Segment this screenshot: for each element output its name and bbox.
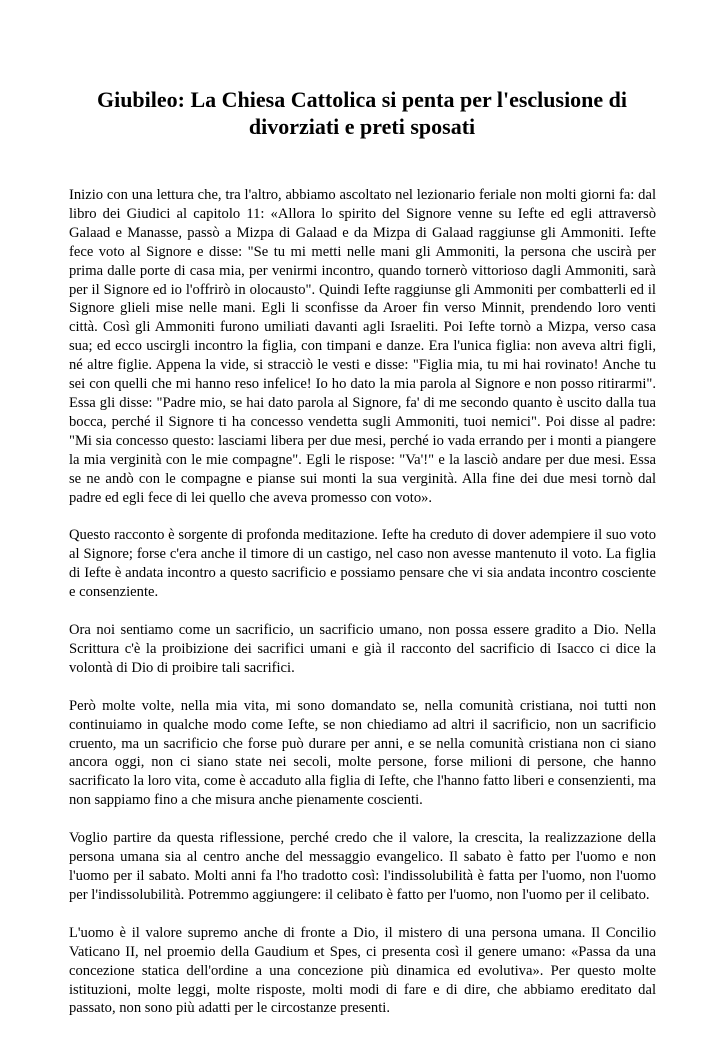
article-body xyxy=(69,186,656,1037)
paragraph-1: Inizio con una lettura che, tra l'altro, abbiamo ascoltato nel lezionario feriale non molti giorni fa: dal libro dei Giudici al capitolo 11: «Allora lo spirito del Signore venne su Iefte ed egli attraversò Galaad e Manasse, passò a Mizpa di Galaad e da Mizpa di Galaad raggiunse gli Ammoniti. Iefte fece voto al Signore e disse: "Se tu mi metti nelle mani gli Ammoniti, la persona che uscirà per prima dalle porte di casa mia, per venirmi incontro, quando tornerò vittorioso dagli Ammoniti, sarà per il Signore ed io l'offrirò in olocausto". Quindi Iefte raggiunse gli Ammoniti per combatterli ed il Signore glieli mise nelle mani. Egli li sconfisse da Aroer fin verso Minnit, prendendo loro venti città. Così gli Ammoniti furono umiliati davanti agli Israeliti. Poi Iefte tornò a Mizpa, verso casa sua; ed ecco uscirgli incontro la figlia, con timpani e danze. Era l'unica figlia: non aveva altri figli, né altre figlie. Appena la vide, si stracciò le vesti e disse: "Figlia mia, tu mi hai rovinato! Anche tu sei con quelli che mi hanno reso infelice! Io ho dato la mia parola al Signore e non posso ritirarmi". Essa gli disse: "Padre mio, se hai dato parola al Signore, fa' di me secondo quanto è uscito dalla tua bocca, perché il Signore ti ha concesso vendetta sugli Ammoniti, tuoi nemici". Poi disse al padre: "Mi sia concesso questo: lasciami libera per due mesi, perché io vada errando per i monti a piangere la mia verginità con le mie compagne". Egli le rispose: "Va'!" e la lasciò andare per due mesi. Essa se ne andò con le compagne e pianse sui monti la sua verginità. Alla fine dei due mesi tornò dal padre ed egli fece di lei quello che aveva promesso con voto». xyxy=(69,187,656,506)
page-title: Giubileo: La Chiesa Cattolica si penta per l'esclusione di divorziati e preti sposati xyxy=(96,87,628,139)
paragraph-5: Voglio partire da questa riflessione, perché credo che il valore, la crescita, la realizzazione della persona umana sia al centro anche del messaggio evangelico. Il sabato è fatto per l'uomo e non l'uomo per il sabato. Molti anni fa l'ho tradotto così: l'indissolubilità è fatta per l'uomo, non l'uomo per l'indissolubilità. Potremmo aggiungere: il celibato è fatto per l'uomo, non l'uomo per il celibato. xyxy=(69,830,656,903)
paragraph-6: L'uomo è il valore supremo anche di fronte a Dio, il mistero di una persona umana. Il Concilio Vaticano II, nel proemio della Gaudium et Spes, ci presenta così il genere umano: «Passa da una concezione statica dell'ordine a una concezione più dinamica ed evolutiva». Per questo molte istituzioni, molte leggi, molte risposte, molti modi di fare e di dire, che abbiamo ereditato dal passato, non sono più adatti per le circostanze presenti. xyxy=(69,924,656,1017)
paragraph-3: Ora noi sentiamo come un sacrificio, un sacrificio umano, non possa essere gradito a Dio. Nella Scrittura c'è la proibizione dei sacrifici umani e già il racconto del sacrificio di Isacco ci dice la volontà di Dio di proibire tali sacrifici. xyxy=(69,622,656,676)
paragraph-4: Però molte volte, nella mia vita, mi sono domandato se, nella comunità cristiana, noi tutti non continuiamo in qualche modo come Iefte, se non chiediamo ad altri il sacrificio, non un sacrificio cruento, ma un sacrificio che forse può durare per anni, e se nella comunità cristiana non ci siano ancora oggi, non ci siano state nei secoli, molte persone, forse milioni di persone, che hanno sacrificato la loro vita, come è accaduto alla figlia di Iefte, che l'hanno fatto liberi e consenzienti, ma non sappiamo fino a che misura anche pienamente coscienti. xyxy=(69,697,656,809)
paragraph-2: Questo racconto è sorgente di profonda meditazione. Iefte ha creduto di dover adempiere il suo voto al Signore; forse c'era anche il timore di un castigo, nel caso non avesse mantenuto il voto. La figlia di Iefte è andata incontro a questo sacrificio e possiamo pensare che vi sia andata incontro cosciente e consenziente. xyxy=(69,527,656,601)
